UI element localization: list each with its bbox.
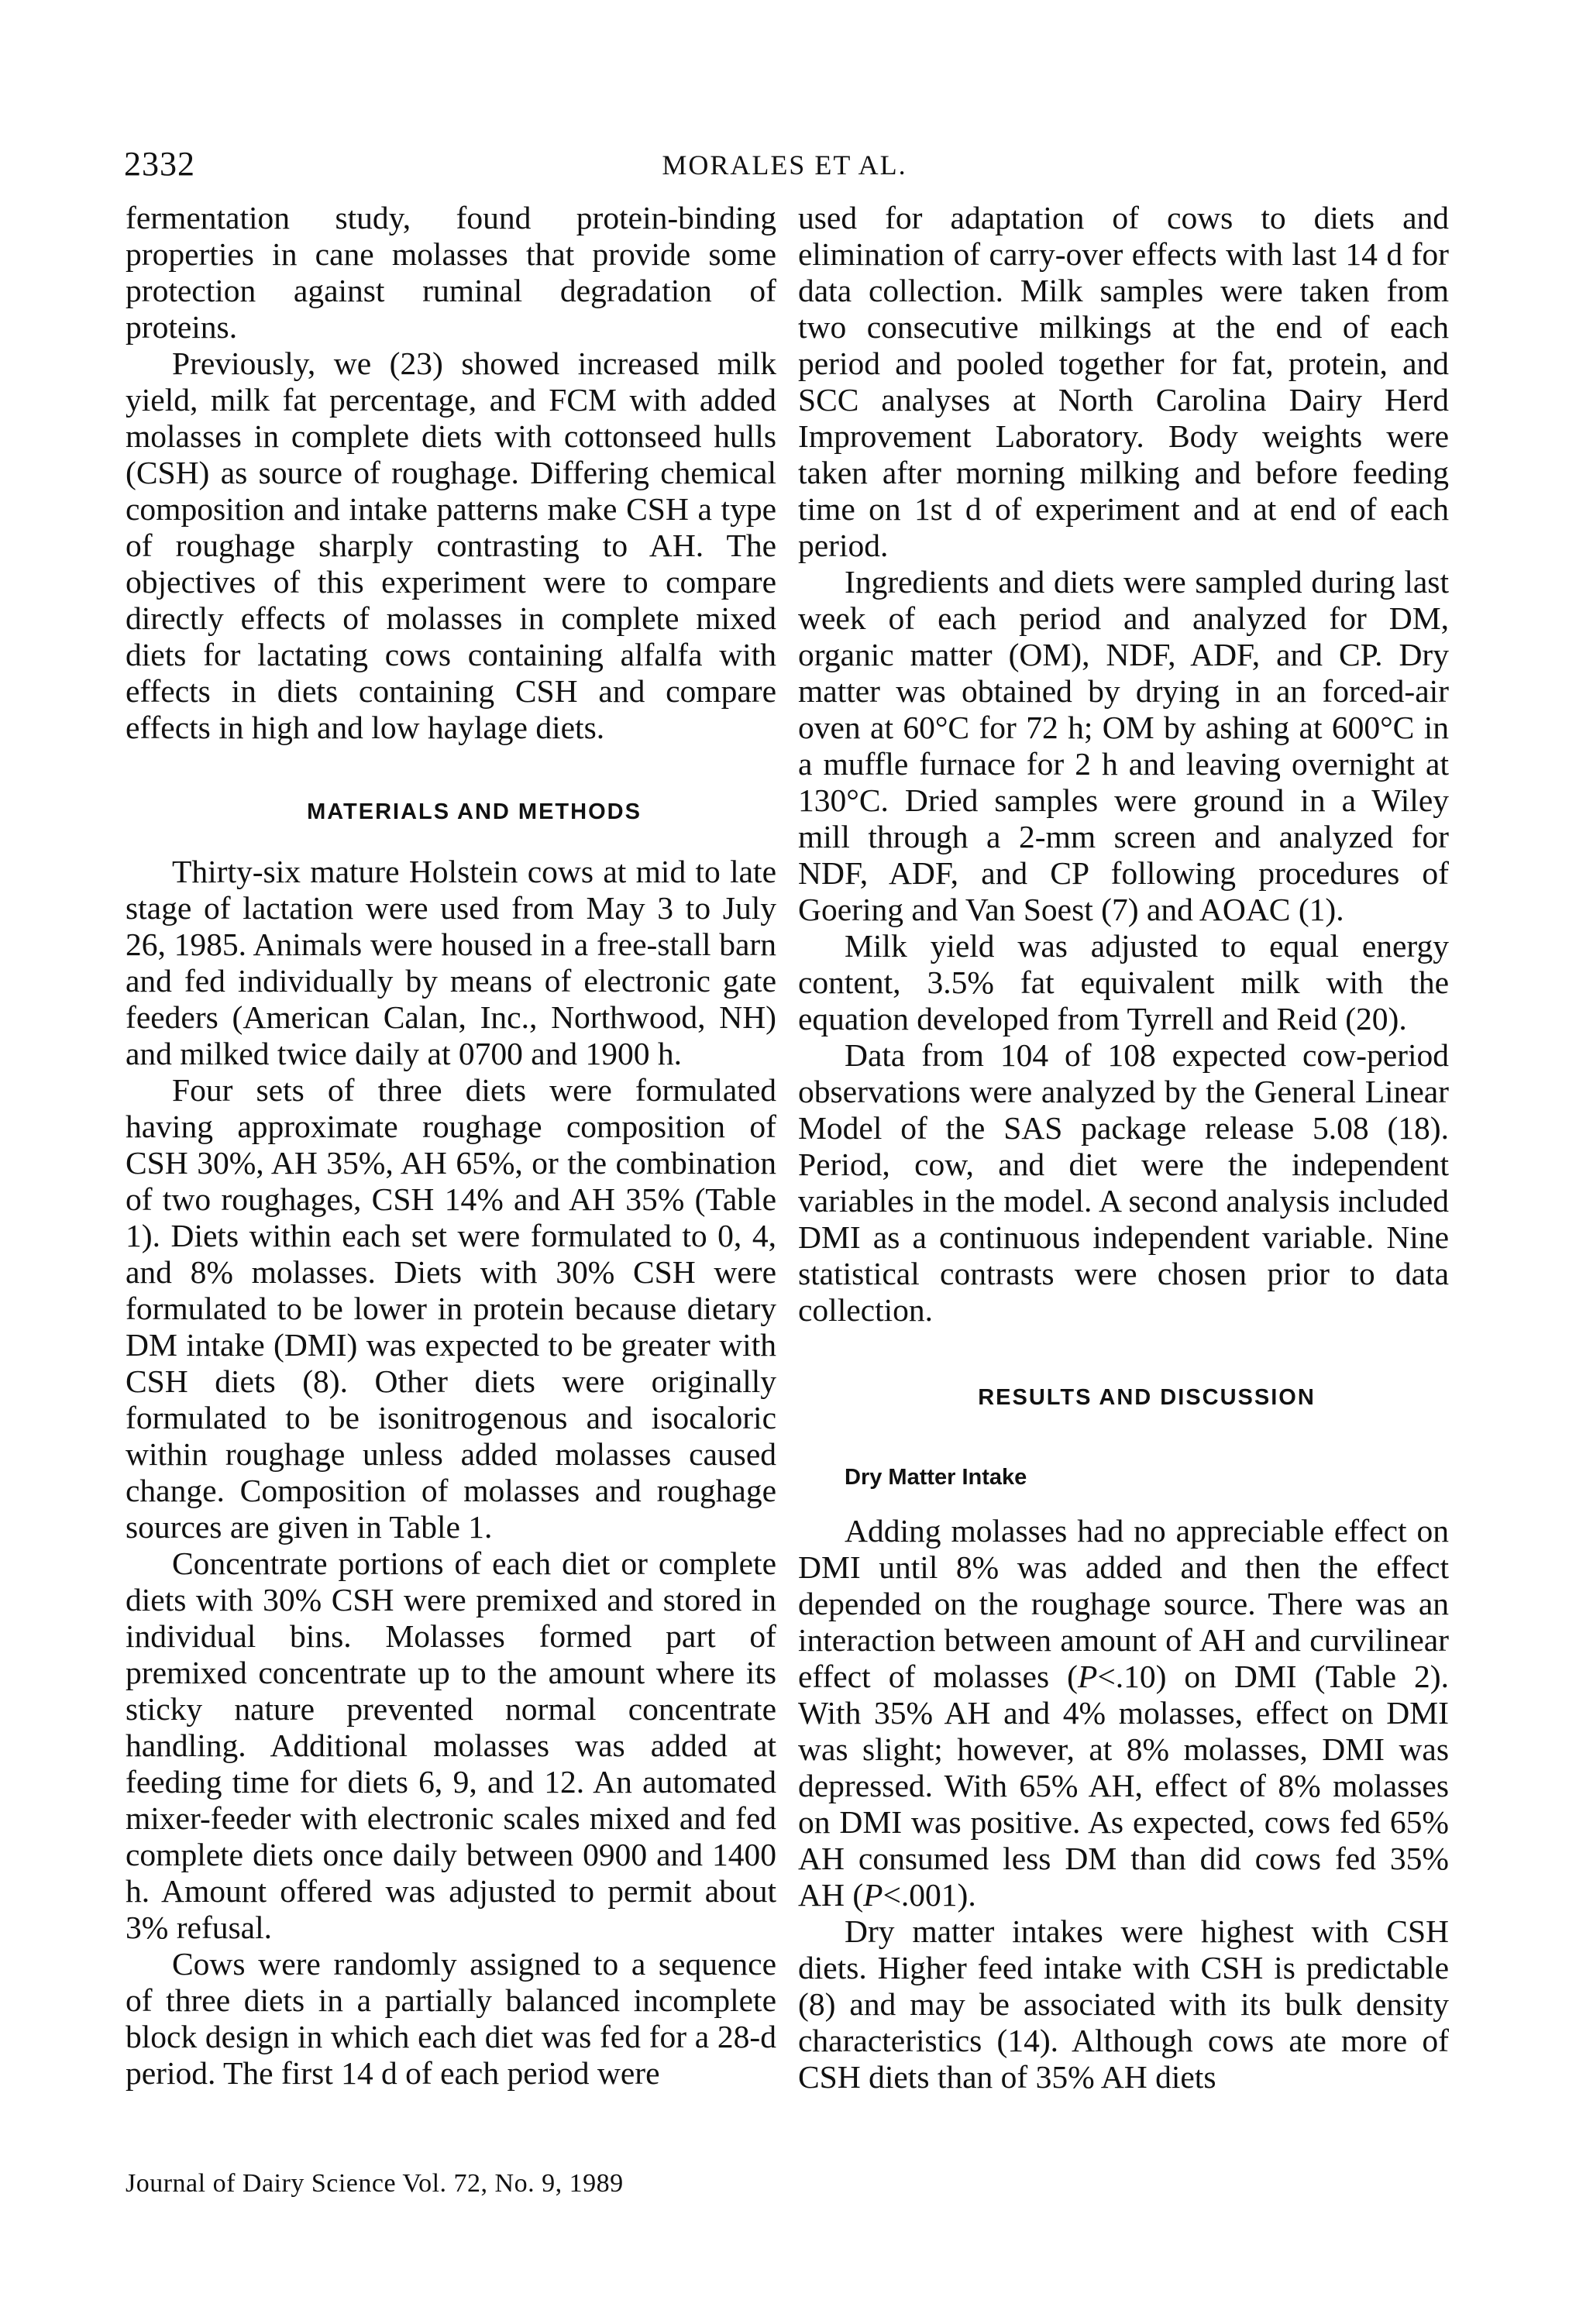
paragraph: Data from 104 of 108 expected cow-period observations were analyzed by the General Linear Model of the SAS package release 5.08 (18). Period, cow, and diet were the independent variables in the model. A second analysis included DMI as a continuous independent variable. Nine statistical contrasts were chosen prior to data collection. — [798, 1037, 1449, 1328]
paragraph: used for adaptation of cows to diets and elimination of carry-over effects with last 14 d for data collection. Milk samples were taken from two consecutive milkings at the end of each period and pooled together for fat, protein, and SCC analyses at North Carolina Dairy Herd Improvement Laboratory. Body weights were taken after morning milking and before feeding time on 1st d of experiment and at end of each period. — [798, 200, 1449, 563]
paragraph: Cows were randomly assigned to a sequence of three diets in a partially balanced incomplete block design in which each diet was fed for a 28-d period. The first 14 d of each period were — [126, 1946, 776, 2091]
page-header — [0, 144, 1569, 191]
page-number: 2332 — [124, 145, 195, 183]
paragraph: Thirty-six mature Holstein cows at mid to late stage of lactation were used from May 3 to July 26, 1985. Animals were housed in a free-stall barn and fed individually by means of electronic gate feeders (American Calan, Inc., Northwood, NH) and milked twice daily at 0700 and 1900 h. — [126, 854, 776, 1071]
section-heading-results-discussion: RESULTS AND DISCUSSION — [978, 1385, 1316, 1410]
journal-footer: Journal of Dairy Science Vol. 72, No. 9, 1989 — [126, 2169, 624, 2198]
paragraph: Milk yield was adjusted to equal energy content, 3.5% fat equivalent milk with the equation developed from Tyrrell and Reid (20). — [798, 928, 1449, 1037]
paragraph: Concentrate portions of each diet or complete diets with 30% CSH were premixed and stored in individual bins. Molasses formed part of premixed concentrate up to the amount where its sticky nature prevented normal concentrate handling. Additional molasses was added at feeding time for diets 6, 9, and 12. An automated mixer-feeder with electronic scales mixed and fed complete diets once daily between 0900 and 1400 h. Amount offered was adjusted to permit about 3% refusal. — [126, 1545, 776, 1945]
section-heading-materials-methods: MATERIALS AND METHODS — [307, 799, 642, 824]
running-head: MORALES ET AL. — [662, 150, 907, 180]
subsection-heading-dry-matter-intake: Dry Matter Intake — [845, 1465, 1027, 1490]
text-run: <.10) on DMI (Table 2). With 35% AH and 4% molasses, effect on DMI was slight; however, at 8% molasses, DMI was depressed. With 65% AH, effect of 8% molasses on DMI was positive. As expected, cows fed 65% AH consumed less DM than did cows fed 35% AH ( — [798, 1659, 1449, 1913]
text-run: Adding molasses had no appreciable effect on DMI until 8% was added and then the effect depended on the roughage source. There was an interaction between amount of AH and curvilinear effect of molasses ( — [798, 1513, 1449, 1694]
paragraph: Previously, we (23) showed increased milk yield, milk fat percentage, and FCM with added molasses in complete diets with cottonseed hulls (CSH) as source of roughage. Differing chemical composition and intake patterns make CSH a type of roughage sharply contrasting to AH. The objectives of this experiment were to compare directly effects of molasses in complete mixed diets for lactating cows containing alfalfa with effects in diets containing CSH and compare effects in high and low haylage diets. — [126, 346, 776, 745]
paragraph: Four sets of three diets were formulated having approximate roughage composition of CSH 30%, AH 35%, AH 65%, or the combination of two roughages, CSH 14% and AH 35% (Table 1). Diets within each set were formulated to 0, 4, and 8% molasses. Diets with 30% CSH were formulated to be lower in protein because dietary DM intake (DMI) was expected to be greater with CSH diets (8). Other diets were originally formulated to be isonitrogenous and isocaloric within roughage unless added molasses caused change. Composition of molasses and roughage sources are given in Table 1. — [126, 1072, 776, 1545]
text-run: <.001). — [883, 1877, 976, 1913]
left-column — [126, 200, 776, 2092]
paragraph: Dry matter intakes were highest with CSH diets. Higher feed intake with CSH is predictable (8) and may be associated with its bulk density characteristics (14). Although cows ate more of CSH diets than of 35% AH diets — [798, 1913, 1449, 2095]
right-column — [798, 200, 1449, 2095]
paragraph — [798, 1513, 1449, 1913]
paragraph: fermentation study, found protein-binding properties in cane molasses that provide some protection against ruminal degradation of proteins. — [126, 200, 776, 345]
paragraph: Ingredients and diets were sampled during last week of each period and analyzed for DM, organic matter (OM), NDF, ADF, and CP. Dry matter was obtained by drying in an forced-air oven at 60°C for 72 h; OM by ashing at 600°C in a muffle furnace for 2 h and leaving overnight at 130°C. Dried samples were ground in a Wiley mill through a 2-mm screen and analyzed for NDF, ADF, and CP following procedures of Goering and Van Soest (7) and AOAC (1). — [798, 564, 1449, 927]
p-value-symbol: P — [863, 1877, 883, 1913]
p-value-symbol: P — [1077, 1659, 1098, 1694]
